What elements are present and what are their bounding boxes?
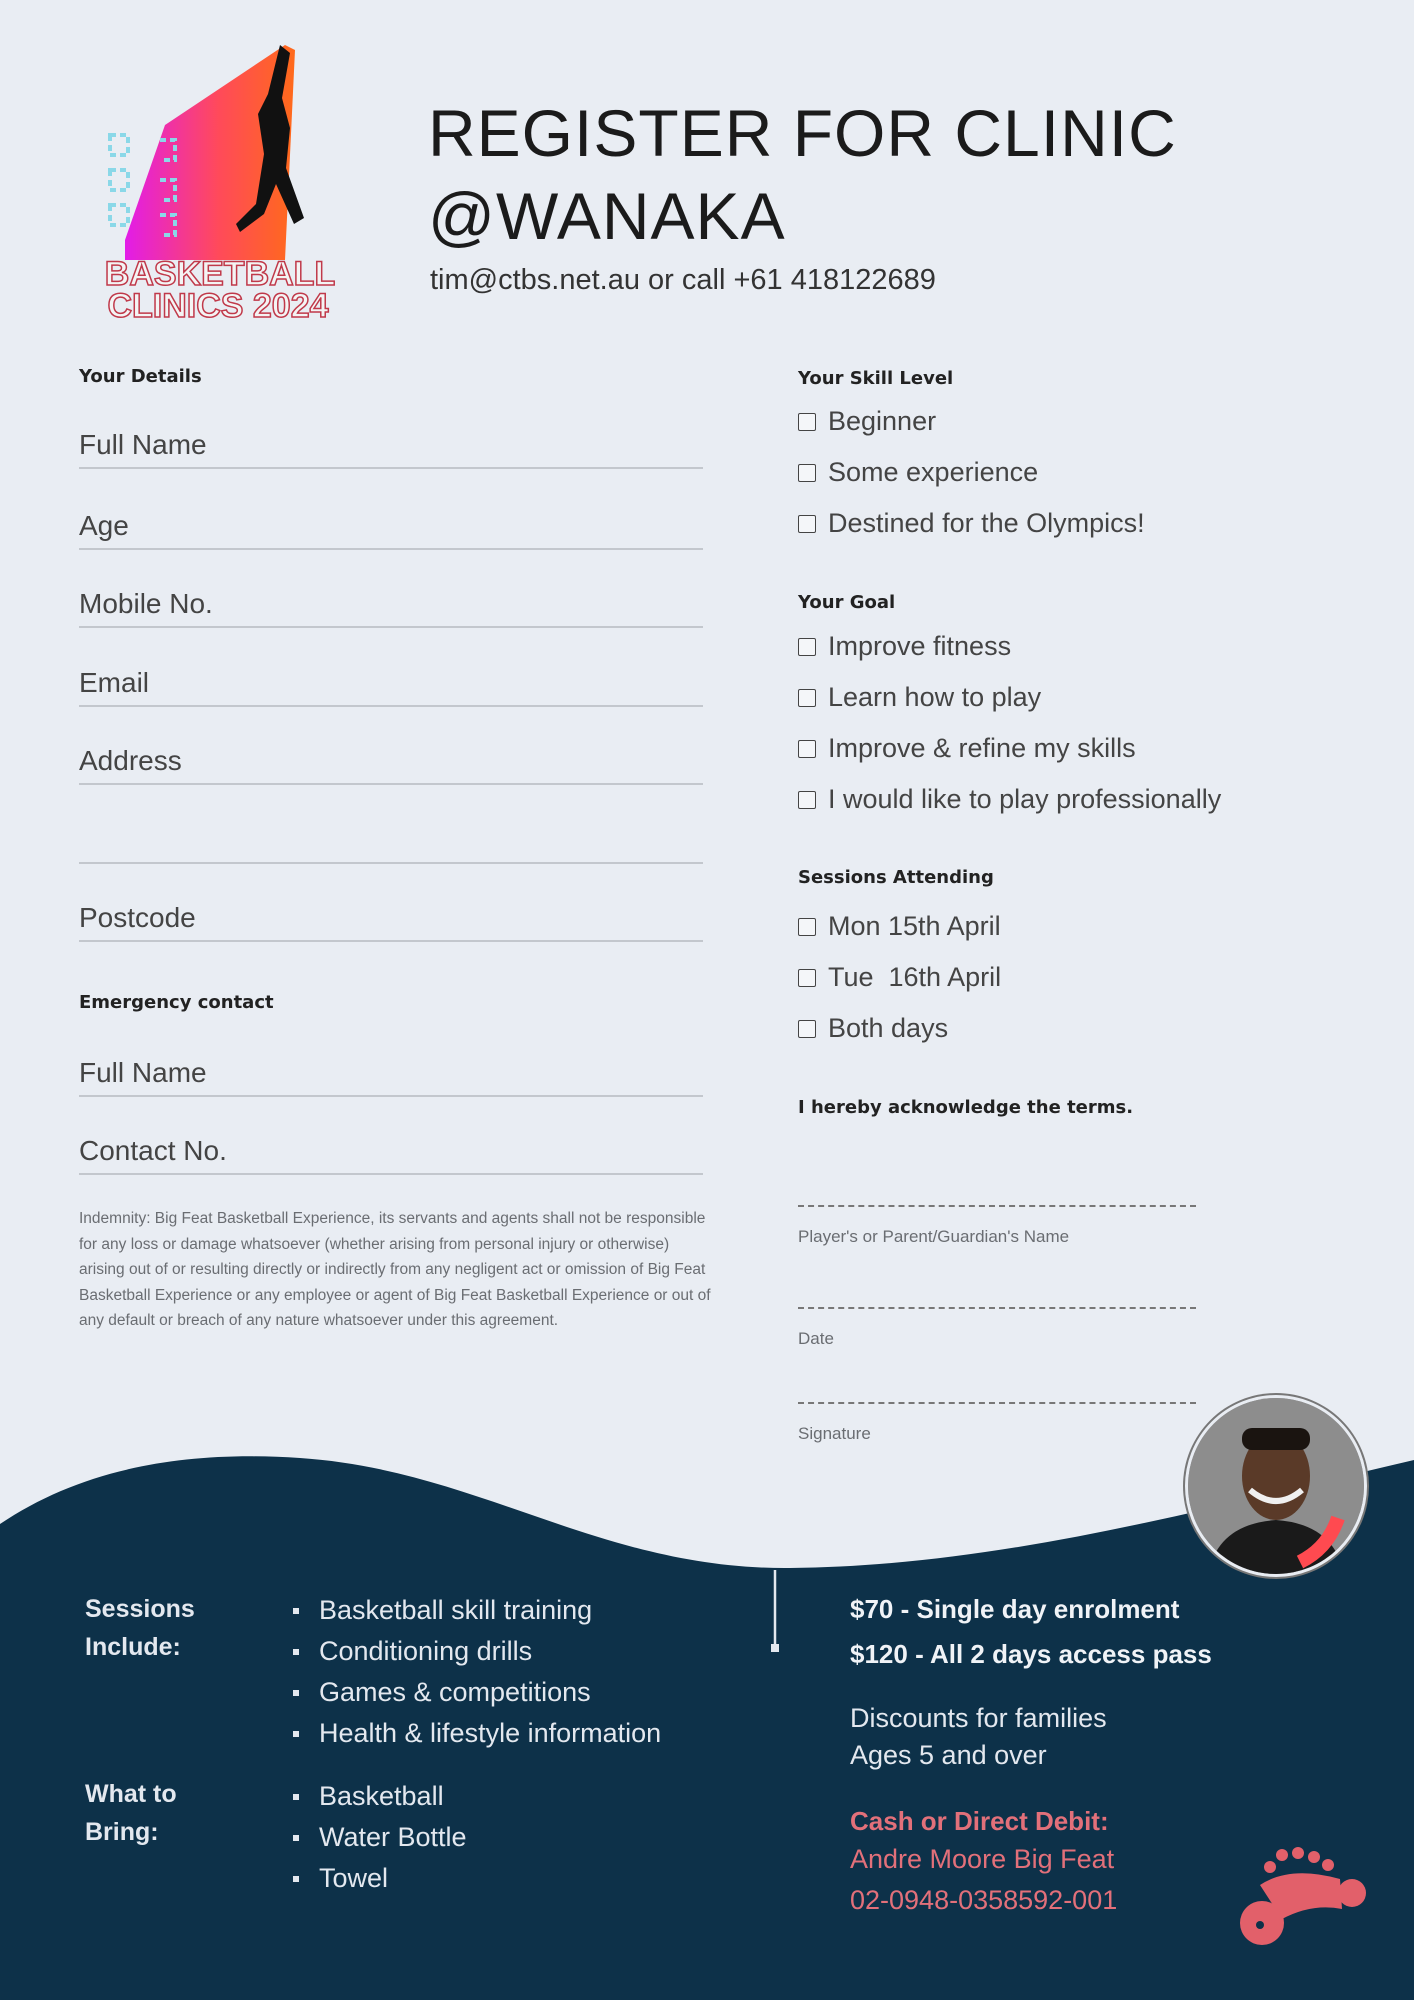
checkbox[interactable]	[798, 638, 816, 656]
list-item: Conditioning drills	[293, 1631, 661, 1672]
option-label: Improve & refine my skills	[828, 733, 1136, 763]
field-label: Mobile No.	[79, 588, 213, 619]
svg-text:BASKETBALL: BASKETBALL	[104, 255, 336, 293]
checkbox[interactable]	[798, 464, 816, 482]
date-signature-line[interactable]	[798, 1307, 1196, 1309]
option-label: Some experience	[828, 457, 1039, 487]
goal-option-professional[interactable]	[798, 784, 1221, 815]
field-label: Age	[79, 510, 129, 541]
option-label: Both days	[828, 1013, 949, 1043]
checkbox[interactable]	[798, 413, 816, 431]
list-item: Health & lifestyle information	[293, 1713, 661, 1754]
basketball-clinics-logo	[70, 30, 370, 330]
what-to-bring-label: What to Bring:	[85, 1780, 177, 1846]
discount-families: Discounts for families	[850, 1703, 1107, 1733]
list-item: Water Bottle	[293, 1817, 467, 1858]
full-name-field[interactable]	[79, 429, 703, 469]
option-label: I would like to play professionally	[828, 784, 1222, 814]
list-item: Games & competitions	[293, 1672, 661, 1713]
emergency-contact-heading: Emergency contact	[79, 992, 274, 1013]
goal-option-refine[interactable]	[798, 733, 1136, 764]
option-label: Destined for the Olympics!	[828, 508, 1145, 538]
skill-option-some-experience[interactable]	[798, 457, 1038, 488]
goal-option-fitness[interactable]	[798, 631, 1011, 662]
svg-text:CLINICS 2024: CLINICS 2024	[107, 287, 329, 325]
option-label: Learn how to play	[828, 682, 1042, 712]
list-item: Basketball	[293, 1776, 467, 1817]
price-two-days: $120 - All 2 days access pass	[850, 1639, 1212, 1669]
emergency-full-name-field[interactable]	[79, 1057, 703, 1097]
address-line2-field[interactable]	[79, 824, 703, 864]
checkbox[interactable]	[798, 969, 816, 987]
postcode-field[interactable]	[79, 902, 703, 942]
field-label: Postcode	[79, 902, 196, 933]
mobile-field[interactable]	[79, 588, 703, 628]
checkbox[interactable]	[798, 1020, 816, 1038]
skill-level-heading: Your Skill Level	[798, 368, 954, 389]
session-option-tue[interactable]	[798, 962, 1001, 993]
signature-line[interactable]	[798, 1402, 1196, 1404]
list-item: Towel	[293, 1858, 467, 1899]
person-avatar-icon	[1188, 1398, 1364, 1574]
option-label: Improve fitness	[828, 631, 1012, 661]
field-label: Full Name	[79, 1057, 207, 1088]
skill-option-beginner[interactable]	[798, 406, 936, 437]
checkbox[interactable]	[798, 740, 816, 758]
email-field[interactable]	[79, 667, 703, 707]
what-to-bring-list	[293, 1776, 467, 1899]
terms-heading: I hereby acknowledge the terms.	[798, 1097, 1134, 1118]
goal-option-learn[interactable]	[798, 682, 1041, 713]
field-label: Email	[79, 667, 150, 698]
price-single-day: $70 - Single day enrolment	[850, 1594, 1180, 1624]
sessions-include-list	[293, 1590, 661, 1754]
checkbox[interactable]	[798, 689, 816, 707]
list-item: Basketball skill training	[293, 1590, 661, 1631]
field-label: Contact No.	[79, 1135, 227, 1166]
session-option-both[interactable]	[798, 1013, 948, 1044]
contact-info: tim@ctbs.net.au or call +61 418122689	[430, 264, 936, 296]
address-field[interactable]	[79, 745, 703, 785]
sessions-include-label: Sessions Include:	[85, 1595, 195, 1661]
age-field[interactable]	[79, 510, 703, 550]
discount-ages: Ages 5 and over	[850, 1740, 1047, 1770]
option-label: Beginner	[828, 406, 937, 436]
checkbox[interactable]	[798, 918, 816, 936]
big-feat-footprint-logo	[1240, 1845, 1370, 1950]
field-label: Address	[79, 745, 182, 776]
account-name: Andre Moore Big Feat	[850, 1844, 1115, 1874]
name-label: Player's or Parent/Guardian's Name	[798, 1227, 1070, 1246]
checkbox[interactable]	[798, 515, 816, 533]
payment-heading: Cash or Direct Debit:	[850, 1806, 1109, 1836]
emergency-contact-no-field[interactable]	[79, 1135, 703, 1175]
account-number: 02-0948-0358592-001	[850, 1885, 1118, 1915]
sessions-attending-heading: Sessions Attending	[798, 867, 994, 888]
your-details-heading: Your Details	[79, 366, 202, 387]
coach-photo	[1185, 1395, 1367, 1577]
checkbox[interactable]	[798, 791, 816, 809]
page-title-line1: REGISTER FOR CLINIC	[428, 96, 1177, 170]
option-label: Tue 16th April	[828, 962, 1002, 992]
page-title-line2: @WANAKA	[428, 179, 786, 253]
date-label: Date	[798, 1329, 834, 1348]
field-label: Full Name	[79, 429, 207, 460]
indemnity-text: Indemnity: Big Feat Basketball Experience, its servants and agents shall not be responsible for any loss or damage whatsoever (whether arising from personal injury or otherwise) arising out of or resulting directly or indirectly from any negligent act or omission of Big Feat Basketball Experience or any employee or agent of Big Feat Basketball Experience or out of any default or breach of any nature whatsoever under this agreement.	[79, 1210, 711, 1329]
session-option-mon[interactable]	[798, 911, 1001, 942]
name-signature-line[interactable]	[798, 1205, 1196, 1207]
skill-option-olympics[interactable]	[798, 508, 1145, 539]
signature-label: Signature	[798, 1424, 871, 1443]
goal-heading: Your Goal	[798, 592, 896, 613]
option-label: Mon 15th April	[828, 911, 1001, 941]
